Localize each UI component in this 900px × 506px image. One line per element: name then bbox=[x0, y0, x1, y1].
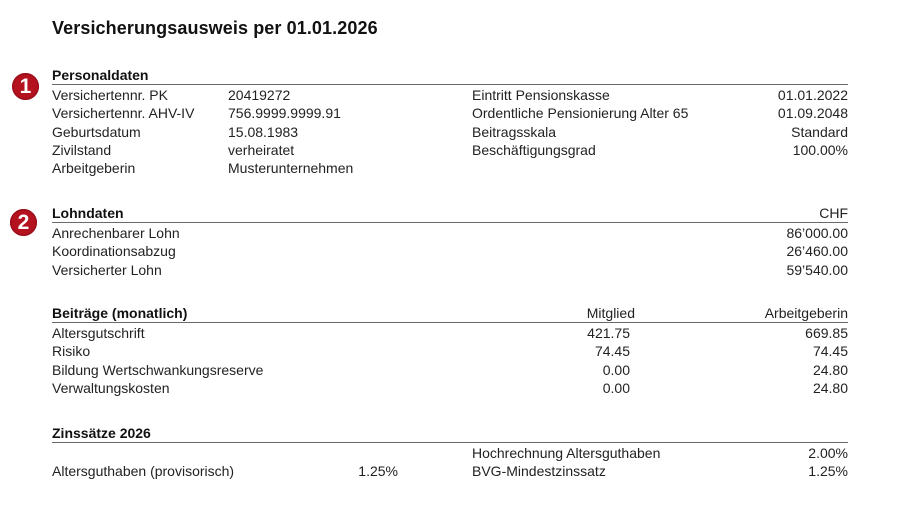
section-header bbox=[52, 66, 848, 85]
row-label: Verwaltungskosten bbox=[52, 379, 170, 396]
member-value: 74.45 bbox=[594, 343, 630, 360]
row-value: 59’540.00 bbox=[786, 261, 848, 278]
row-label: Risiko bbox=[52, 343, 91, 360]
row-label: Beitragsskala bbox=[472, 123, 557, 140]
section-heading: Personaldaten bbox=[52, 67, 149, 83]
row-value: 01.09.2048 bbox=[777, 105, 848, 122]
contribution-row bbox=[52, 379, 848, 397]
contribution-row bbox=[52, 361, 848, 379]
row-value: 20419272 bbox=[228, 87, 291, 103]
column-header-employer: Arbeitgeberin bbox=[764, 305, 848, 321]
row-value: verheiratet bbox=[228, 141, 295, 158]
info-row bbox=[52, 159, 848, 177]
section-heading: Lohndaten bbox=[52, 205, 124, 221]
row-label: Altersguthaben (provisorisch) bbox=[52, 463, 235, 480]
row-label: Altersgutschrift bbox=[52, 325, 145, 341]
currency-label: CHF bbox=[819, 205, 848, 221]
contribution-row bbox=[52, 342, 848, 360]
page-title: Versicherungsausweis per 01.01.2026 bbox=[52, 18, 378, 38]
row-label: BVG-Mindestzinssatz bbox=[472, 463, 606, 480]
row-value: 15.08.1983 bbox=[228, 123, 299, 140]
info-row bbox=[52, 141, 848, 159]
row-value: 01.01.2022 bbox=[777, 87, 848, 103]
interest-row bbox=[52, 444, 848, 462]
employer-value: 74.45 bbox=[812, 343, 848, 360]
row-label: Beschäftigungsgrad bbox=[472, 141, 596, 158]
employer-value: 24.80 bbox=[812, 361, 848, 378]
section-header bbox=[52, 304, 848, 323]
section-number-badge-1: 1 bbox=[12, 73, 39, 100]
section-heading: Zinssätze 2026 bbox=[52, 425, 151, 441]
section-beitraege bbox=[52, 304, 848, 397]
info-row bbox=[52, 104, 848, 122]
employer-value: 24.80 bbox=[812, 379, 848, 396]
salary-row bbox=[52, 242, 848, 260]
row-value: 1.25% bbox=[358, 463, 398, 480]
row-label: Arbeitgeberin bbox=[52, 160, 136, 177]
section-lohndaten bbox=[52, 204, 848, 279]
row-value: 26’460.00 bbox=[786, 243, 848, 260]
row-label: Zivilstand bbox=[52, 141, 112, 158]
row-value: 756.9999.9999.91 bbox=[228, 105, 341, 122]
row-value: 100.00% bbox=[792, 141, 848, 158]
column-header-member: Mitglied bbox=[586, 305, 635, 321]
row-label: Bildung Wertschwankungsreserve bbox=[52, 361, 264, 378]
section-zinssaetze bbox=[52, 424, 848, 481]
row-label: Versicherter Lohn bbox=[52, 261, 162, 278]
info-row bbox=[52, 123, 848, 141]
section-header bbox=[52, 204, 848, 223]
row-label: Geburtsdatum bbox=[52, 123, 141, 140]
section-number-badge-2: 2 bbox=[10, 209, 37, 236]
row-label: Hochrechnung Altersguthaben bbox=[472, 445, 661, 461]
row-label: Eintritt Pensionskasse bbox=[472, 87, 610, 103]
info-row bbox=[52, 86, 848, 104]
row-label: Koordinationsabzug bbox=[52, 243, 176, 260]
interest-row bbox=[52, 462, 848, 480]
row-value: Musterunternehmen bbox=[228, 160, 354, 177]
salary-row bbox=[52, 224, 848, 242]
row-value: Standard bbox=[791, 123, 848, 140]
row-label: Anrechenbarer Lohn bbox=[52, 225, 180, 241]
row-value: 86’000.00 bbox=[786, 225, 848, 241]
section-personaldaten bbox=[52, 66, 848, 177]
row-label: Versichertennr. AHV-IV bbox=[52, 105, 195, 122]
employer-value: 669.85 bbox=[805, 325, 848, 341]
row-label: Ordentliche Pensionierung Alter 65 bbox=[472, 105, 689, 122]
member-value: 0.00 bbox=[602, 361, 630, 378]
section-header bbox=[52, 424, 848, 443]
member-value: 421.75 bbox=[587, 325, 630, 341]
member-value: 0.00 bbox=[602, 379, 630, 396]
salary-row bbox=[52, 261, 848, 279]
row-value: 1.25% bbox=[808, 463, 848, 480]
row-label: Versichertennr. PK bbox=[52, 87, 168, 103]
row-value: 2.00% bbox=[808, 445, 848, 461]
contribution-row bbox=[52, 324, 848, 342]
section-heading: Beiträge (monatlich) bbox=[52, 305, 188, 321]
